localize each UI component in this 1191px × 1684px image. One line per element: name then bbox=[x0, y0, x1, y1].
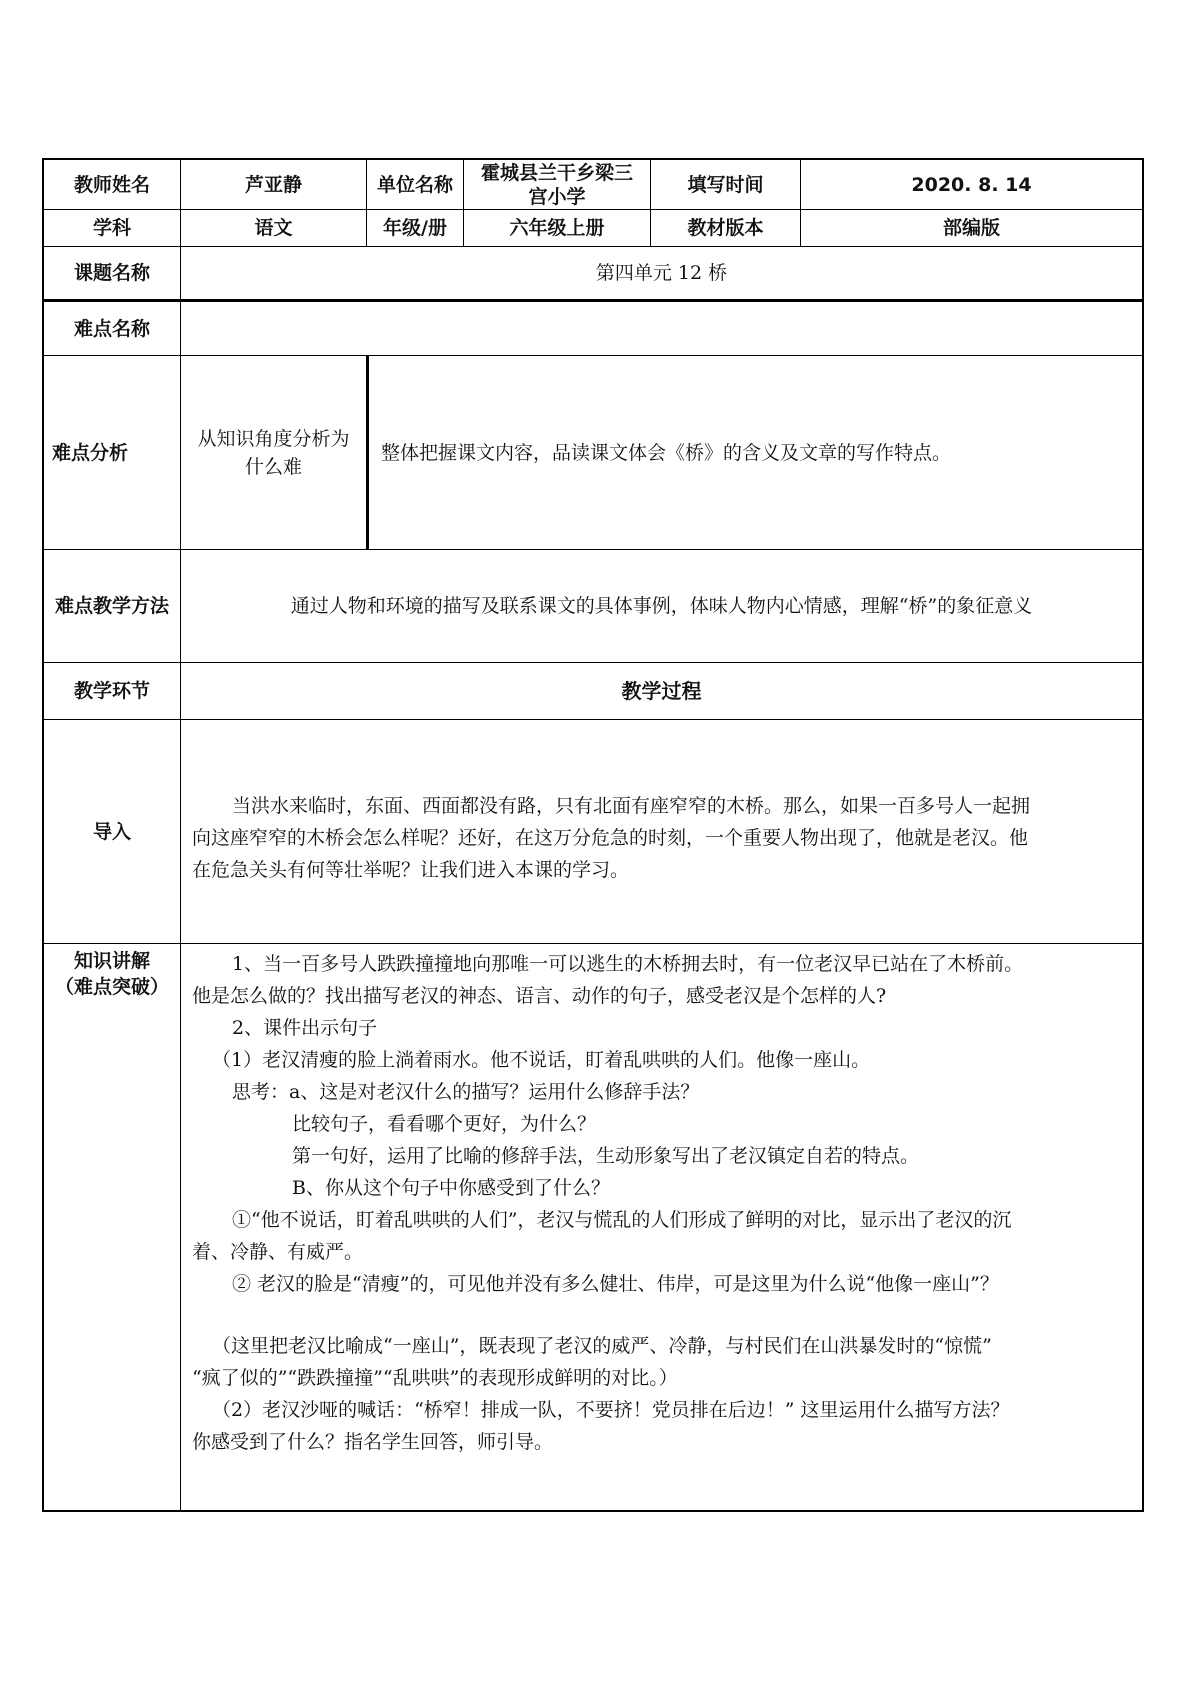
difficulty-analysis-label: 难点分析 bbox=[44, 356, 181, 550]
lesson-title-label: 课题名称 bbox=[44, 247, 181, 302]
knowledge-label-line1: 知识讲解 bbox=[73, 950, 150, 972]
intro-line-2: 向这座窄窄的木桥会怎么样呢？还好，在这万分危急的时刻，一个重要人物出现了，他就是老汉。他 bbox=[192, 827, 1029, 849]
lesson-title-value: 第四单元 12 桥 bbox=[181, 247, 1142, 302]
analysis-sub-line1: 从知识角度分析为 bbox=[197, 427, 350, 450]
teaching-method-value: 通过人物和环境的描写及联系课文的具体事例，体味人物内心情感，理解“桥”的象征意义 bbox=[181, 550, 1142, 663]
subject-value: 语文 bbox=[181, 210, 367, 247]
difficulty-name-value bbox=[181, 302, 1142, 356]
unit-name-value bbox=[464, 160, 651, 210]
knowledge-line-1: 1、当一百多号人跌跌撞撞地向那唯一可以逃生的木桥拥去时，有一位老汉早已站在了木桥前。 bbox=[232, 953, 1024, 975]
grade-label: 年级/册 bbox=[367, 210, 464, 247]
knowledge-line-10: 着、冷静、有威严。 bbox=[192, 1241, 364, 1263]
knowledge-label bbox=[44, 944, 181, 1510]
knowledge-line-9: ①“他不说话，盯着乱哄哄的人们”，老汉与慌乱的人们形成了鲜明的对比，显示出了老汉的沉 bbox=[232, 1209, 1012, 1231]
teaching-stage-header: 教学环节 bbox=[44, 663, 181, 720]
grade-value: 六年级上册 bbox=[464, 210, 651, 247]
teacher-name-label: 教师姓名 bbox=[44, 160, 181, 210]
analysis-sub-line2: 什么难 bbox=[244, 455, 302, 478]
fill-date-value: 2020. 8. 14 bbox=[801, 160, 1142, 210]
edition-value: 部编版 bbox=[801, 210, 1142, 247]
unit-name-line2: 宫小学 bbox=[528, 185, 586, 208]
knowledge-line-6: 比较句子，看看哪个更好，为什么？ bbox=[292, 1113, 597, 1135]
lesson-plan-table bbox=[42, 158, 1144, 1512]
difficulty-name-label: 难点名称 bbox=[44, 302, 181, 356]
knowledge-line-3: 2、课件出示句子 bbox=[232, 1017, 378, 1039]
fill-date-label: 填写时间 bbox=[651, 160, 801, 210]
knowledge-line-7: 第一句好，运用了比喻的修辞手法，生动形象写出了老汉镇定自若的特点。 bbox=[292, 1145, 920, 1167]
unit-name-label: 单位名称 bbox=[367, 160, 464, 210]
knowledge-line-2: 他是怎么做的？找出描写老汉的神态、语言、动作的句子，感受老汉是个怎样的人? bbox=[192, 985, 887, 1007]
knowledge-line-11: ② 老汉的脸是“清瘦”的，可见他并没有多么健壮、伟岸，可是这里为什么说“他像一座山”？ bbox=[232, 1273, 999, 1295]
teaching-method-label: 难点教学方法 bbox=[44, 550, 181, 663]
intro-line-1: 当洪水来临时，东面、西面都没有路，只有北面有座窄窄的木桥。那么，如果一百多号人一起拥 bbox=[232, 795, 1031, 817]
subject-label: 学科 bbox=[44, 210, 181, 247]
knowledge-line-15: 你感受到了什么？指名学生回答，师引导。 bbox=[192, 1431, 554, 1453]
knowledge-line-13: “疯了似的”“跌跌撞撞”“乱哄哄”的表现形成鲜明的对比。） bbox=[192, 1367, 678, 1389]
knowledge-label-line2: （难点突破） bbox=[54, 976, 169, 998]
difficulty-analysis-value: 整体把握课文内容，品读课文体会《桥》的含义及文章的写作特点。 bbox=[369, 356, 1142, 550]
teaching-process-header: 教学过程 bbox=[181, 663, 1142, 720]
knowledge-line-5: 思考：a、这是对老汉什么的描写？运用什么修辞手法？ bbox=[232, 1081, 700, 1103]
analysis-sub-label bbox=[181, 356, 369, 550]
edition-label: 教材版本 bbox=[651, 210, 801, 247]
knowledge-line-8: B、你从这个句子中你感受到了什么？ bbox=[292, 1177, 610, 1199]
intro-line-3: 在危急关头有何等壮举呢？让我们进入本课的学习。 bbox=[192, 859, 630, 881]
knowledge-line-14: （2）老汉沙哑的喊话：“桥窄！排成一队，不要挤！党员排在后边！” 这里运用什么描写方法？ bbox=[212, 1399, 1010, 1421]
unit-name-line1: 霍城县兰干乡梁三 bbox=[480, 161, 633, 184]
knowledge-line-4: （1）老汉清瘦的脸上淌着雨水。他不说话，盯着乱哄哄的人们。他像一座山。 bbox=[212, 1049, 871, 1071]
knowledge-line-12: （这里把老汉比喻成“一座山”，既表现了老汉的威严、冷静，与村民们在山洪暴发时的“惊慌” bbox=[212, 1335, 992, 1357]
intro-label: 导入 bbox=[44, 720, 181, 944]
teacher-name-value: 芦亚静 bbox=[181, 160, 367, 210]
